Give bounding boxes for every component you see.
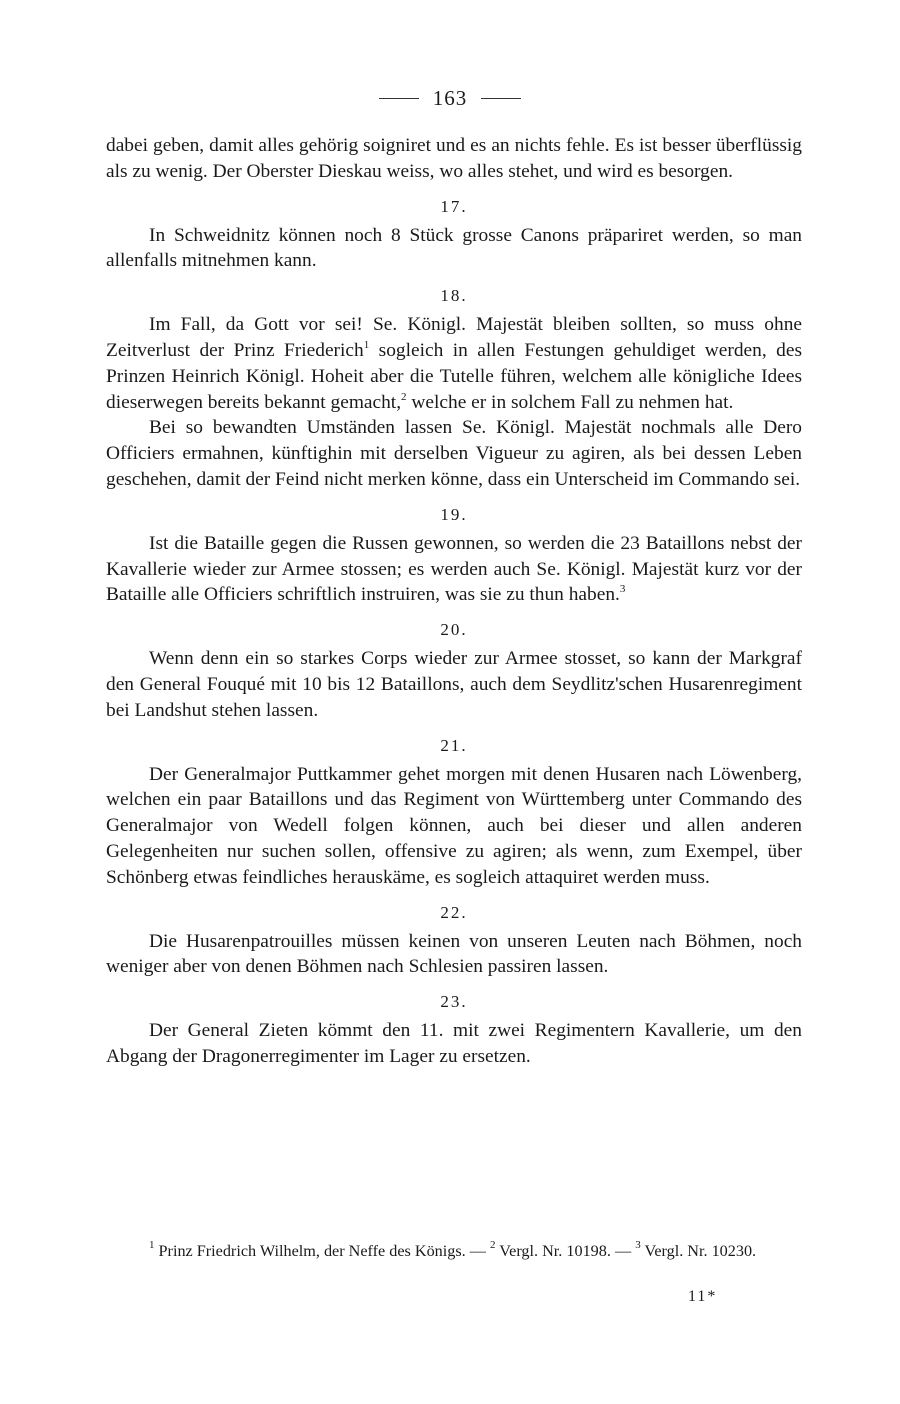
footnote-text-3: Vergl. Nr. 10230. <box>640 1242 757 1260</box>
paragraph-18a <box>106 312 802 415</box>
footnote-mark-1: 1 <box>149 1239 155 1251</box>
printer-signature: 11* <box>688 1288 718 1305</box>
footnotes <box>106 1240 802 1262</box>
page-number: 163 <box>432 86 468 110</box>
section-number-23: 23. <box>440 992 468 1012</box>
main-text <box>106 133 802 1070</box>
footnote-mark-2: 2 <box>489 1239 496 1251</box>
page-header <box>0 86 900 111</box>
paragraph-19-text: Ist die Bataille gegen die Russen gewonnen, so werden die 23 Bataillons nebst der Kavallerie wieder zur Armee stossen; es werden auch Se. Königl. Majestät kurz vor der Bataille alle Officiers schriftlich instruiren, was sie zu thun haben. <box>106 532 802 606</box>
paragraph-17: In Schweidnitz können noch 8 Stück grosse Canons präpariret werden, so man allenfalls mitnehmen kann. <box>106 224 802 272</box>
section-number-19: 19. <box>440 504 468 524</box>
header-rule-left <box>379 98 419 99</box>
paragraph-19 <box>106 531 802 608</box>
paragraph-21: Der Generalmajor Puttkammer gehet morgen mit denen Husaren nach Löwenberg, welchen ein paar Bataillons und das Regiment von Württemberg unter Commando des Generalmajor von Wedell folgen können, auch bei dieser und allen anderen Gelegenheiten nur suchen sollen, offensive zu agiren; als wenn, zum Exempel, über Schönberg etwas feindliches herauskäme, es sogleich attaquiret werden muss. <box>106 763 802 888</box>
footnote-ref-3: 3 <box>619 583 626 596</box>
footnote-mark-3: 3 <box>635 1239 641 1251</box>
section-number-18: 18. <box>440 286 468 306</box>
footnote-ref-1: 1 <box>363 338 370 351</box>
footnote-text-2: Vergl. Nr. 10198. — <box>495 1242 636 1260</box>
header-rule-right <box>481 98 521 99</box>
paragraph-23: Der General Zieten kömmt den 11. mit zwei Regimentern Kavallerie, um den Abgang der Dragonerregimenter im Lager zu ersetzen. <box>106 1020 802 1067</box>
paragraph-18a-part3: welche er in solchem Fall zu nehmen hat. <box>406 391 734 413</box>
paragraph-18b: Bei so bewandten Umständen lassen Se. Königl. Majestät nochmals alle Dero Officiers ermahnen, künftighin mit derselben Vigueur zu agiren, als bei dessen Leben geschehen, damit der Feind nicht merken könne, dass ein Unterscheid im Commando sei. <box>106 417 802 490</box>
section-number-20: 20. <box>440 620 468 640</box>
section-number-17: 17. <box>440 196 468 216</box>
paragraph-20: Wenn denn ein so starkes Corps wieder zur Armee stosset, so kann der Markgraf den General Fouqué mit 10 bis 12 Bataillons, auch dem Seydlitz'schen Husarenregiment bei Landshut stehen lassen. <box>106 648 802 721</box>
paragraph-22: Die Husarenpatrouilles müssen keinen von unseren Leuten nach Böhmen, noch weniger aber von denen Böhmen nach Schlesien passiren lassen. <box>106 930 802 978</box>
section-number-21: 21. <box>440 735 468 755</box>
footnote-text-1: Prinz Friedrich Wilhelm, der Neffe des Königs. — <box>154 1242 490 1260</box>
section-number-22: 22. <box>440 902 468 922</box>
paragraph-continued: dabei geben, damit alles gehörig soigniret und es an nichts fehle. Es ist besser überflüssig als zu wenig. Der Oberster Dieskau weiss, wo alles stehet, und wird es besorgen. <box>106 135 802 182</box>
paragraph-18a-part1: Im Fall, da Gott vor sei! Se. Königl. Majestät bleiben sollten, so muss ohne Zeitverlust der Prinz Friederich <box>106 314 802 361</box>
footnote-line <box>106 1240 802 1262</box>
paragraph-18a-part2: sogleich in allen Festungen gehuldiget werden, des Prinzen Heinrich Königl. Hoheit aber die Tutelle führen, welchem alle königliche Idees dieserwegen bereits bekannt gemacht, <box>106 339 802 413</box>
footnote-ref-2: 2 <box>401 390 407 403</box>
